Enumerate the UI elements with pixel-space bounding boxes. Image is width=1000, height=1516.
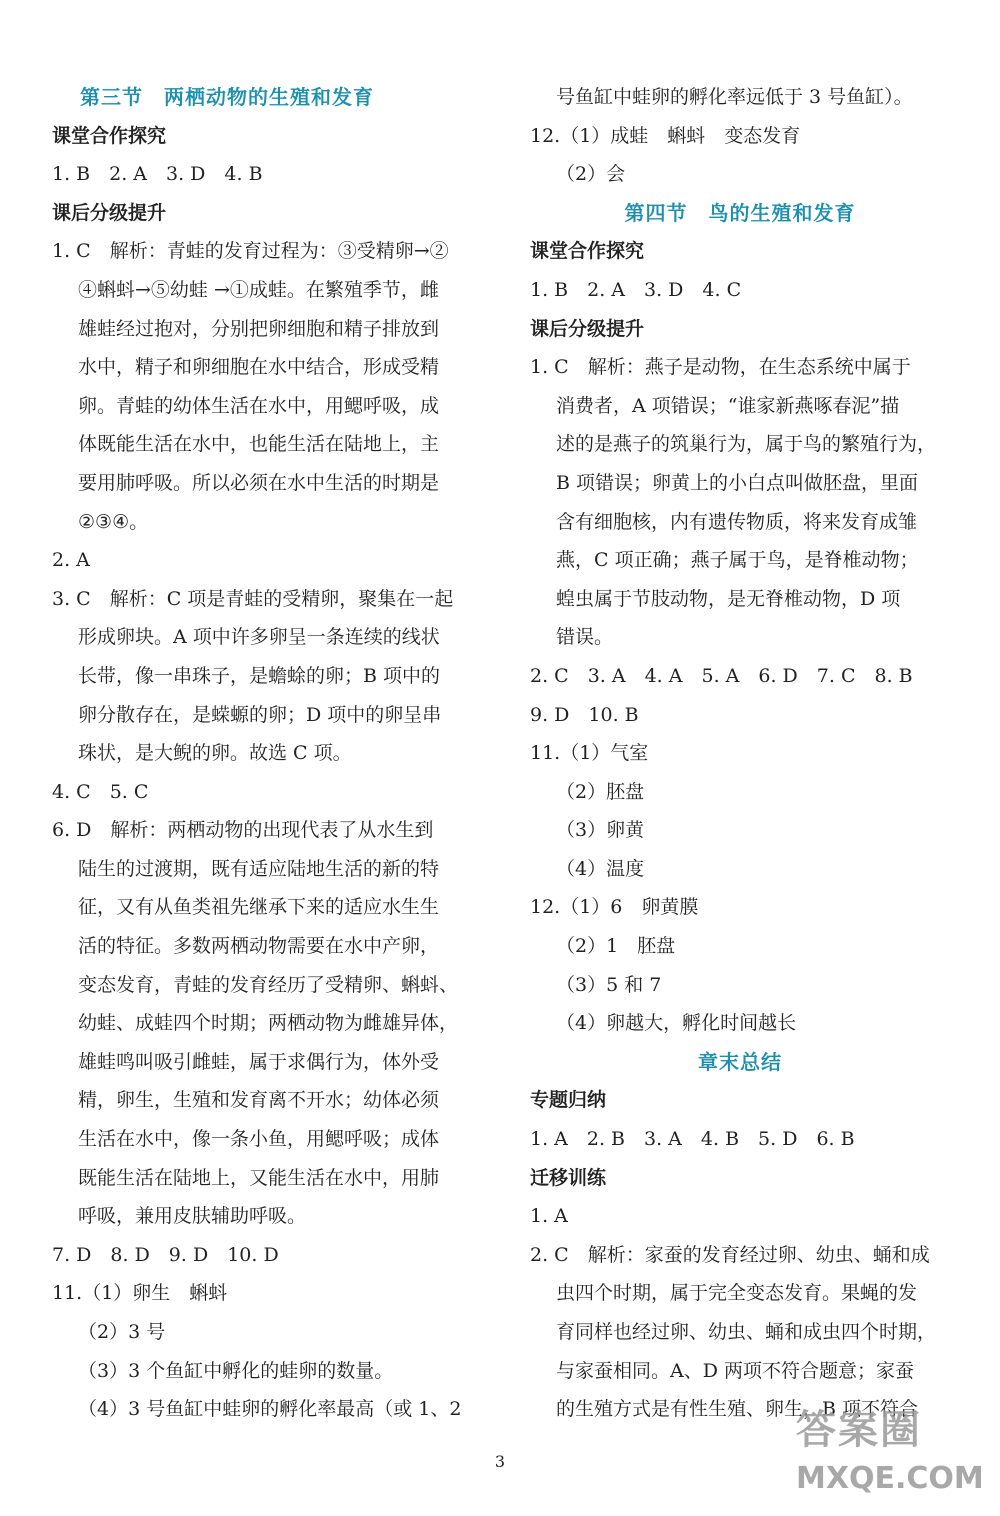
- summary-title: 章末总结: [698, 1049, 782, 1074]
- section-title-4: 第四节 鸟的生殖和发育: [624, 200, 856, 225]
- answer-line: （2）3 号: [78, 1321, 166, 1343]
- answer-line: 精，卵生，生殖和发育离不开水；幼体必须: [78, 1089, 440, 1112]
- answer-line: 号鱼缸中蛙卵的孵化率远低于 3 号鱼缸）。: [556, 86, 913, 108]
- after-class-heading: 课后分级提升: [52, 201, 167, 224]
- right-column: [530, 78, 950, 1429]
- answer-line: 2. C 3. A 4. A 5. A 6. D 7. C 8. B: [530, 664, 913, 687]
- answer-line: 12.（1）成蛙 蝌蚪 变态发育: [530, 124, 801, 147]
- answer-line: 呼吸，兼用皮肤辅助呼吸。: [78, 1205, 307, 1228]
- answer-line: 错误。: [556, 626, 614, 649]
- class-answers: 1. B 2. A 3. D 4. C: [530, 278, 742, 301]
- answer-line: （2）会: [556, 163, 626, 186]
- answer-line: 的生殖方式是有性生殖、卵生，B 项不符合: [556, 1398, 919, 1421]
- answer-line: （3）5 和 7: [556, 973, 662, 996]
- answer-line: ④蝌蚪→⑤幼蛙 →①成蛙。在繁殖季节，雌: [78, 278, 439, 301]
- watermark-top: 答案圈: [796, 1407, 922, 1453]
- answer-line: （4）3 号鱼缸中蛙卵的孵化率最高（或 1、2: [78, 1398, 462, 1421]
- answer-line: 1. A: [530, 1205, 568, 1228]
- answer-line: 9. D 10. B: [530, 703, 639, 726]
- answer-line: 长带，像一串珠子，是蟾蜍的卵；B 项中的: [78, 664, 441, 687]
- answer-line: 育同样也经过卵、幼虫、蛹和成虫四个时期，: [556, 1321, 937, 1343]
- class-heading: 课堂合作探究: [52, 124, 167, 147]
- answer-line: 1. C 解析：青蛙的发育过程为：③受精卵→②: [52, 240, 449, 263]
- answer-line: 4. C 5. C: [52, 780, 149, 803]
- answer-line: 与家蚕相同。A、D 两项不符合题意；家蚕: [556, 1359, 914, 1382]
- answer-line: 雄蛙经过抱对，分别把卵细胞和精子排放到: [78, 317, 440, 340]
- answer-line: 形成卵块。A 项中许多卵呈一条连续的线状: [78, 626, 440, 649]
- watermark-bottom: MXQE.COM: [796, 1461, 984, 1496]
- answer-line: 雄蛙鸣叫吸引雌蛙，属于求偶行为，体外受: [78, 1050, 440, 1073]
- answer-line: 蝗虫属于节肢动物，是无脊椎动物，D 项: [556, 587, 901, 610]
- answer-line: （2）1 胚盘: [556, 935, 676, 958]
- answer-line: 述的是燕子的筑巢行为，属于鸟的繁殖行为，: [556, 433, 937, 456]
- class-heading: 课堂合作探究: [530, 240, 645, 263]
- after-class-heading: 课后分级提升: [530, 317, 645, 340]
- answer-line: 3. C 解析：C 项是青蛙的受精卵，聚集在一起: [52, 587, 454, 610]
- answer-line: 珠状，是大鲵的卵。故选 C 项。: [78, 742, 352, 765]
- answer-line: 虫四个时期，属于完全变态发育。果蝇的发: [556, 1282, 918, 1305]
- answer-line: 水中，精子和卵细胞在水中结合，形成受精: [78, 356, 440, 379]
- answer-line: 既能生活在陆地上，又能生活在水中，用肺: [78, 1166, 440, 1189]
- answer-line: 陆生的过渡期，既有适应陆地生活的新的特: [78, 857, 440, 880]
- watermark-logo: [796, 1398, 986, 1508]
- answer-line: （3）卵黄: [556, 819, 645, 842]
- answer-line: 7. D 8. D 9. D 10. D: [52, 1243, 279, 1266]
- answer-line: 卵。青蛙的幼体生活在水中，用鳃呼吸，成: [78, 394, 440, 417]
- answer-line: 2. A: [52, 549, 90, 572]
- answer-line: 燕，C 项正确；燕子属于鸟，是脊椎动物；: [556, 549, 919, 572]
- answer-line: 12.（1）6 卵黄膜: [530, 896, 699, 919]
- answer-line: 6. D 解析：两栖动物的出现代表了从水生到: [52, 819, 434, 842]
- answer-line: 2. C 解析：家蚕的发育经过卵、幼虫、蛹和成: [530, 1243, 930, 1266]
- answer-line: （2）胚盘: [556, 780, 645, 803]
- answer-line: 卵分散存在，是蝾螈的卵；D 项中的卵呈串: [78, 703, 442, 726]
- answer-line: （3）3 个鱼缸中孵化的蛙卵的数量。: [78, 1359, 394, 1382]
- answer-line: 要用肺呼吸。所以必须在水中生活的时期是: [78, 471, 440, 494]
- section-title-3: 第三节 两栖动物的生殖和发育: [80, 85, 374, 109]
- answer-line: 活的特征。多数两栖动物需要在水中产卵，: [78, 935, 440, 958]
- answer-line: 11.（1）卵生 蝌蚪: [52, 1282, 228, 1305]
- answer-line: 1. A 2. B 3. A 4. B 5. D 6. B: [530, 1128, 855, 1151]
- transfer-heading: 迁移训练: [530, 1166, 607, 1189]
- answer-line: 含有细胞核，内有遗传物质，将来发育成雏: [556, 510, 918, 533]
- topic-heading: 专题归纳: [530, 1089, 607, 1112]
- left-column: [52, 78, 462, 1429]
- class-answers: 1. B 2. A 3. D 4. B: [52, 163, 263, 186]
- answer-line: （4）卵越大，孵化时间越长: [556, 1012, 797, 1035]
- answer-line: （4）温度: [556, 857, 645, 880]
- answer-line: B 项错误；卵黄上的小白点叫做胚盘，里面: [556, 471, 919, 494]
- page-number: 3: [494, 1452, 506, 1471]
- answer-line: 1. C 解析：燕子是动物，在生态系统中属于: [530, 356, 911, 379]
- answer-line: 体既能生活在水中，也能生活在陆地上，主: [78, 433, 440, 456]
- answer-line: 生活在水中，像一条小鱼，用鳃呼吸；成体: [78, 1128, 440, 1151]
- answer-line: 幼蛙、成蛙四个时期；两栖动物为雌雄异体，: [78, 1012, 459, 1035]
- answer-line: 消费者，A 项错误；“谁家新燕啄春泥”描: [556, 394, 900, 417]
- answer-line: 11.（1）气室: [530, 742, 649, 765]
- answer-line: ②③④。: [78, 510, 149, 533]
- answer-line: 变态发育，青蛙的发育经历了受精卵、蝌蚪、: [78, 973, 459, 996]
- answer-line: 征，又有从鱼类祖先继承下来的适应水生生: [78, 896, 440, 919]
